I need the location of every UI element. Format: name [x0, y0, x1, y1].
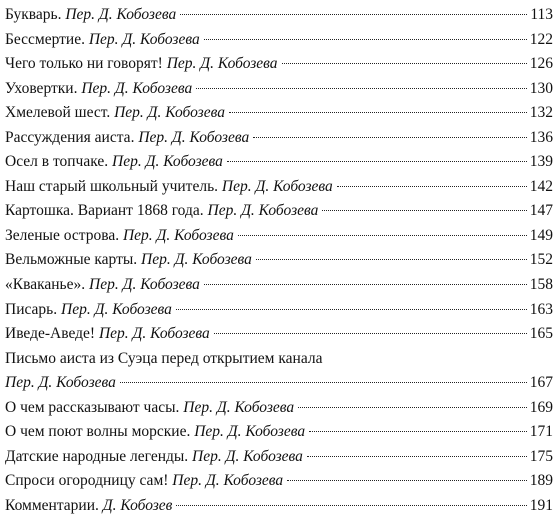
entry-title [5, 298, 172, 323]
entry-title: Письмо аиста из Суэца перед открытием канала [5, 349, 323, 367]
entry-page-number: 189 [529, 472, 553, 490]
dot-leader [256, 259, 527, 260]
entry-title-text: Комментарии. [5, 496, 99, 514]
entry-title [5, 469, 283, 494]
entry-page-number: 175 [529, 447, 553, 465]
entry-page-number: 167 [529, 374, 553, 392]
dot-leader [229, 112, 527, 113]
toc-entry [5, 396, 553, 421]
entry-translator: Пер. Д. Кобозева [114, 104, 225, 122]
dot-leader [307, 456, 527, 457]
toc-entry [5, 224, 553, 249]
dot-leader [282, 63, 527, 64]
entry-page-number: 136 [529, 128, 553, 146]
entry-title [5, 224, 234, 249]
entry-title-text: Спроси огородницу сам! [5, 472, 169, 490]
entry-title [5, 77, 192, 102]
entry-translator: Пер. Д. Кобозева [172, 472, 284, 490]
entry-page-number: 158 [529, 276, 553, 294]
dot-leader [337, 186, 527, 187]
entry-translator: Пер. Д. Кобозева [98, 325, 210, 343]
toc-entry [5, 420, 553, 445]
entry-page-number: 152 [529, 251, 553, 269]
entry-translator: Пер. Д. Кобозева [61, 300, 172, 318]
entry-title-text: Уховертки. [5, 79, 78, 97]
entry-title [5, 52, 278, 77]
entry-translator: Д. Кобозев [102, 496, 173, 514]
toc-entry [5, 494, 553, 519]
entry-translator: Пер. Д. Кобозева [112, 153, 223, 171]
toc-entry [5, 150, 553, 175]
toc-entry [5, 322, 553, 347]
entry-translator: Пер. Д. Кобозева [166, 55, 278, 73]
entry-translator: Пер. Д. Кобозева [5, 374, 116, 392]
toc-entry [5, 469, 553, 494]
entry-translator: Пер. Д. Кобозева [221, 177, 333, 195]
toc-entry [5, 248, 553, 273]
toc-entry [5, 126, 553, 151]
entry-title-text: Наш старый школьный учитель. [5, 177, 219, 195]
entry-translator: Пер. Д. Кобозева [122, 226, 234, 244]
entry-title-text: Иведе-Аведе! [5, 325, 96, 343]
toc-entry [5, 52, 553, 77]
dot-leader [322, 210, 526, 211]
dot-leader [176, 309, 527, 310]
entry-translator: Пер. Д. Кобозева [207, 202, 319, 220]
entry-page-number: 147 [529, 202, 553, 220]
entry-page-number: 122 [529, 30, 553, 48]
entry-title-text: О чем поют волны морские. [5, 423, 191, 441]
entry-page-number: 139 [529, 153, 553, 171]
entry-translator: Пер. Д. Кобозева [88, 30, 200, 48]
entry-title-text: Рассуждения аиста. [5, 128, 135, 146]
entry-page-number: 169 [529, 398, 553, 416]
entry-title [5, 101, 225, 126]
entry-title [5, 396, 294, 421]
entry-title-text: Писарь. [5, 300, 58, 318]
entry-title-text: Букварь. [5, 6, 62, 23]
entry-page-number: 191 [529, 496, 553, 514]
dot-leader [120, 382, 527, 383]
entry-title-text: Бессмертие. [5, 30, 85, 48]
entry-title-text: О чем рассказывают часы. [5, 398, 180, 416]
toc-entry [5, 28, 553, 53]
entry-page-number: 149 [529, 226, 553, 244]
entry-title [5, 3, 176, 28]
entry-title [5, 494, 172, 519]
entry-page-number: 165 [529, 325, 553, 343]
dot-leader [253, 137, 527, 138]
entry-translator: Пер. Д. Кобозева [81, 79, 193, 97]
dot-leader [180, 14, 527, 15]
dot-leader [214, 333, 527, 334]
dot-leader [309, 431, 527, 432]
entry-page-number: 113 [530, 6, 553, 23]
entry-title [5, 420, 305, 445]
entry-title-text: Вельможные карты. [5, 251, 138, 269]
entry-translator: Пер. Д. Кобозева [194, 423, 306, 441]
dot-leader [287, 480, 527, 481]
entry-title-text: Хмелевой шест. [5, 104, 111, 122]
entry-title [5, 126, 249, 151]
toc-entry [5, 77, 553, 102]
toc-entry [5, 347, 553, 396]
entry-title-text: Картошка. Вариант 1868 года. [5, 202, 204, 220]
entry-page-number: 126 [529, 55, 553, 73]
entry-translator: Пер. Д. Кобозева [89, 276, 200, 294]
entry-translator: Пер. Д. Кобозева [141, 251, 252, 269]
entry-title [5, 322, 210, 347]
entry-title [5, 445, 303, 470]
dot-leader [298, 407, 527, 408]
toc-entry [5, 101, 553, 126]
entry-page-number: 163 [529, 300, 553, 318]
entry-page-number: 130 [529, 79, 553, 97]
dot-leader [227, 161, 527, 162]
entry-page-number: 132 [529, 104, 553, 122]
entry-title-text: «Кваканье». [5, 276, 86, 294]
entry-translator: Пер. Д. Кобозева [65, 6, 177, 23]
entry-page-number: 142 [529, 177, 553, 195]
entry-translator: Пер. Д. Кобозева [183, 398, 295, 416]
dot-leader [196, 88, 527, 89]
entry-title [5, 199, 318, 224]
toc-entry [5, 445, 553, 470]
entry-title-text: Чего только ни говорят! [5, 55, 163, 73]
entry-translator: Пер. Д. Кобозева [138, 128, 250, 146]
entry-page-number: 171 [529, 423, 553, 441]
entry-title [5, 150, 223, 175]
dot-leader [204, 284, 527, 285]
toc-entry [5, 199, 553, 224]
entry-title [5, 175, 333, 200]
toc-entry [5, 175, 553, 200]
entry-title [5, 28, 200, 53]
dot-leader [176, 505, 526, 506]
entry-title [5, 248, 252, 273]
entry-title-text: Осел в топчаке. [5, 153, 109, 171]
entry-title [5, 273, 200, 298]
toc-entry [5, 273, 553, 298]
dot-leader [238, 235, 527, 236]
entry-title-text: Зеленые острова. [5, 226, 120, 244]
toc-entry [5, 3, 553, 28]
entry-translator: Пер. Д. Кобозева [192, 447, 303, 465]
dot-leader [204, 39, 527, 40]
entry-title-text: Датские народные легенды. [5, 447, 189, 465]
toc-entry [5, 298, 553, 323]
